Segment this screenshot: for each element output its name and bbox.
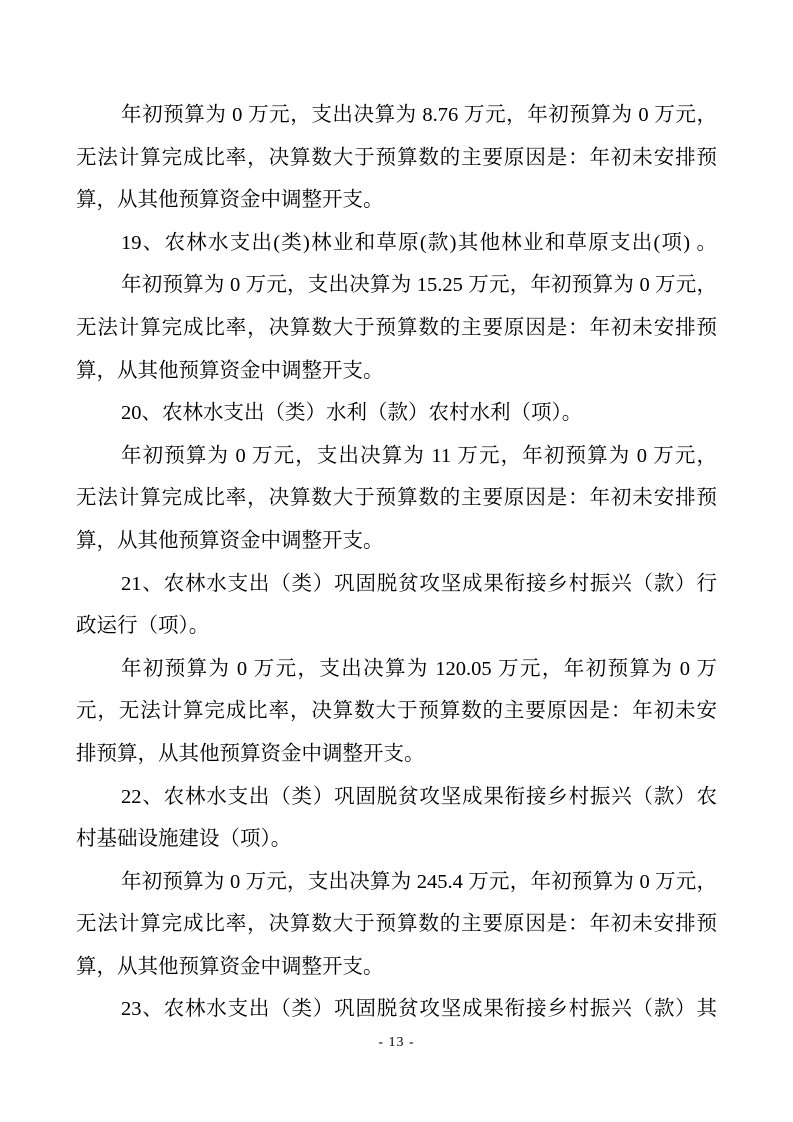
text-line: 无法计算完成比率，决算数大于预算数的主要原因是：年初未安排预 (76, 316, 717, 339)
text-line: 20、农林水支出（类）水利（款）农村水利（项）。 (121, 402, 583, 425)
text-line: 算，从其他预算资金中调整开支。 (76, 359, 384, 382)
text-line: 无法计算完成比率，决算数大于预算数的主要原因是：年初未安排预 (76, 146, 717, 169)
text-line: 年初预算为 0 万元，支出决算为 8.76 万元，年初预算为 0 万元， (121, 104, 717, 126)
text-line: 算，从其他预算资金中调整开支。 (76, 529, 384, 552)
text-line: 无法计算完成比率，决算数大于预算数的主要原因是：年初未安排预 (76, 913, 717, 936)
text-line: 无法计算完成比率，决算数大于预算数的主要原因是：年初未安排预 (76, 487, 717, 510)
text-line: 年初预算为 0 万元，支出决算为 245.4 万元，年初预算为 0 万元， (121, 870, 717, 893)
text-line: 23、农林水支出（类）巩固脱贫攻坚成果衔接乡村振兴（款）其 (121, 998, 717, 1021)
page-number: - 13 - (378, 1035, 415, 1050)
text-line: 元，无法计算完成比率，决算数大于预算数的主要原因是：年初未安 (76, 700, 717, 723)
text-line: 22、农林水支出（类）巩固脱贫攻坚成果衔接乡村振兴（款）农 (121, 785, 717, 808)
text-line: 年初预算为 0 万元，支出决算为 11 万元，年初预算为 0 万元， (121, 444, 717, 467)
text-line: 年初预算为 0 万元，支出决算为 120.05 万元，年初预算为 0 万 (121, 657, 717, 680)
text-line: 21、农林水支出（类）巩固脱贫攻坚成果衔接乡村振兴（款）行 (121, 572, 717, 595)
text-line: 算，从其他预算资金中调整开支。 (76, 955, 384, 978)
text-line: 19、农林水支出(类)林业和草原(款)其他林业和草原支出(项) 。 (121, 231, 717, 254)
text-line: 村基础设施建设（项）。 (76, 828, 292, 851)
text-line: 排预算，从其他预算资金中调整开支。 (76, 742, 425, 765)
text-line: 年初预算为 0 万元，支出决算为 15.25 万元，年初预算为 0 万元， (121, 274, 717, 297)
document-body (76, 94, 717, 1031)
text-line: 算，从其他预算资金中调整开支。 (76, 189, 384, 212)
text-line: 政运行（项）。 (76, 615, 210, 638)
